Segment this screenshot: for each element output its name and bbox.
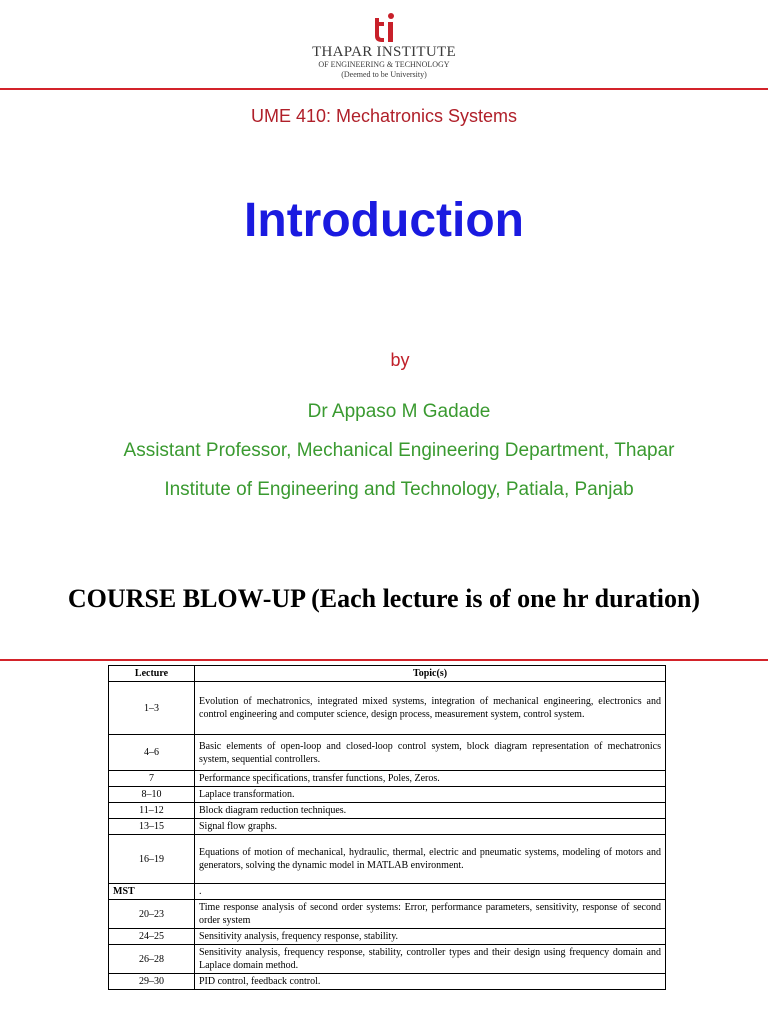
course-blowup-table	[108, 665, 666, 990]
table-row	[109, 819, 666, 835]
topic-cell: Laplace transformation.	[195, 787, 666, 803]
topic-cell: Sensitivity analysis, frequency response, stability.	[195, 929, 666, 945]
slide-title: Introduction	[244, 194, 524, 247]
lecture-cell: 7	[109, 771, 195, 787]
topic-cell: Signal flow graphs.	[195, 819, 666, 835]
affiliation-line-2: Institute of Engineering and Technology, Patiala, Panjab	[164, 479, 634, 500]
table-row	[109, 771, 666, 787]
thapar-logo-icon	[370, 12, 398, 44]
lecture-cell: 1–3	[109, 682, 195, 735]
topic-cell: PID control, feedback control.	[195, 974, 666, 990]
topic-cell: Basic elements of open-loop and closed-loop control system, block diagram representation of mechatronics system, sequential controllers.	[195, 735, 666, 771]
topic-cell: Time response analysis of second order systems: Error, performance parameters, sensitivity, response of second order system	[195, 900, 666, 929]
lecture-cell: MST	[109, 884, 195, 900]
header-divider	[0, 88, 768, 90]
course-blowup-heading: COURSE BLOW-UP (Each lecture is of one hr duration)	[67, 584, 701, 613]
institute-subline: OF ENGINEERING & TECHNOLOGY	[318, 60, 450, 69]
lecture-cell: 11–12	[109, 803, 195, 819]
affiliation-line-1: Assistant Professor, Mechanical Engineering Department, Thapar	[123, 440, 675, 461]
by-label: by	[390, 350, 410, 370]
institute-name: THAPAR INSTITUTE	[312, 44, 456, 60]
lecture-cell: 4–6	[109, 735, 195, 771]
topic-cell: Block diagram reduction techniques.	[195, 803, 666, 819]
course-title: UME 410: Mechatronics Systems	[250, 106, 518, 126]
table-row	[109, 929, 666, 945]
table-row	[109, 945, 666, 974]
author-name: Dr Appaso M Gadade	[307, 401, 491, 422]
table-row	[109, 900, 666, 929]
topic-cell: Sensitivity analysis, frequency response, stability, controller types and their design using frequency domain and Laplace domain method.	[195, 945, 666, 974]
lecture-cell: 24–25	[109, 929, 195, 945]
table-row	[109, 735, 666, 771]
column-header-lecture: Lecture	[109, 666, 195, 682]
column-header-topics: Topic(s)	[195, 666, 666, 682]
topic-cell: .	[195, 884, 666, 900]
lecture-cell: 16–19	[109, 835, 195, 884]
institute-deemed: (Deemed to be University)	[341, 70, 427, 79]
lecture-cell: 29–30	[109, 974, 195, 990]
topic-cell: Performance specifications, transfer functions, Poles, Zeros.	[195, 771, 666, 787]
table-row	[109, 974, 666, 990]
table-row	[109, 682, 666, 735]
lecture-cell: 26–28	[109, 945, 195, 974]
table-row	[109, 787, 666, 803]
table-header-row	[109, 666, 666, 682]
table-row	[109, 803, 666, 819]
topic-cell: Equations of motion of mechanical, hydraulic, thermal, electric and pneumatic systems, modeling of motors and generators, solving the dynamic model in MATLAB environment.	[195, 835, 666, 884]
institute-logo	[0, 12, 768, 80]
section-divider	[0, 659, 768, 661]
table-row	[109, 884, 666, 900]
lecture-cell: 13–15	[109, 819, 195, 835]
lecture-cell: 20–23	[109, 900, 195, 929]
lecture-cell: 8–10	[109, 787, 195, 803]
topic-cell: Evolution of mechatronics, integrated mixed systems, integration of mechanical engineering, electronics and control engineering and computer science, design process, measurement system, control system.	[195, 682, 666, 735]
table-row	[109, 835, 666, 884]
